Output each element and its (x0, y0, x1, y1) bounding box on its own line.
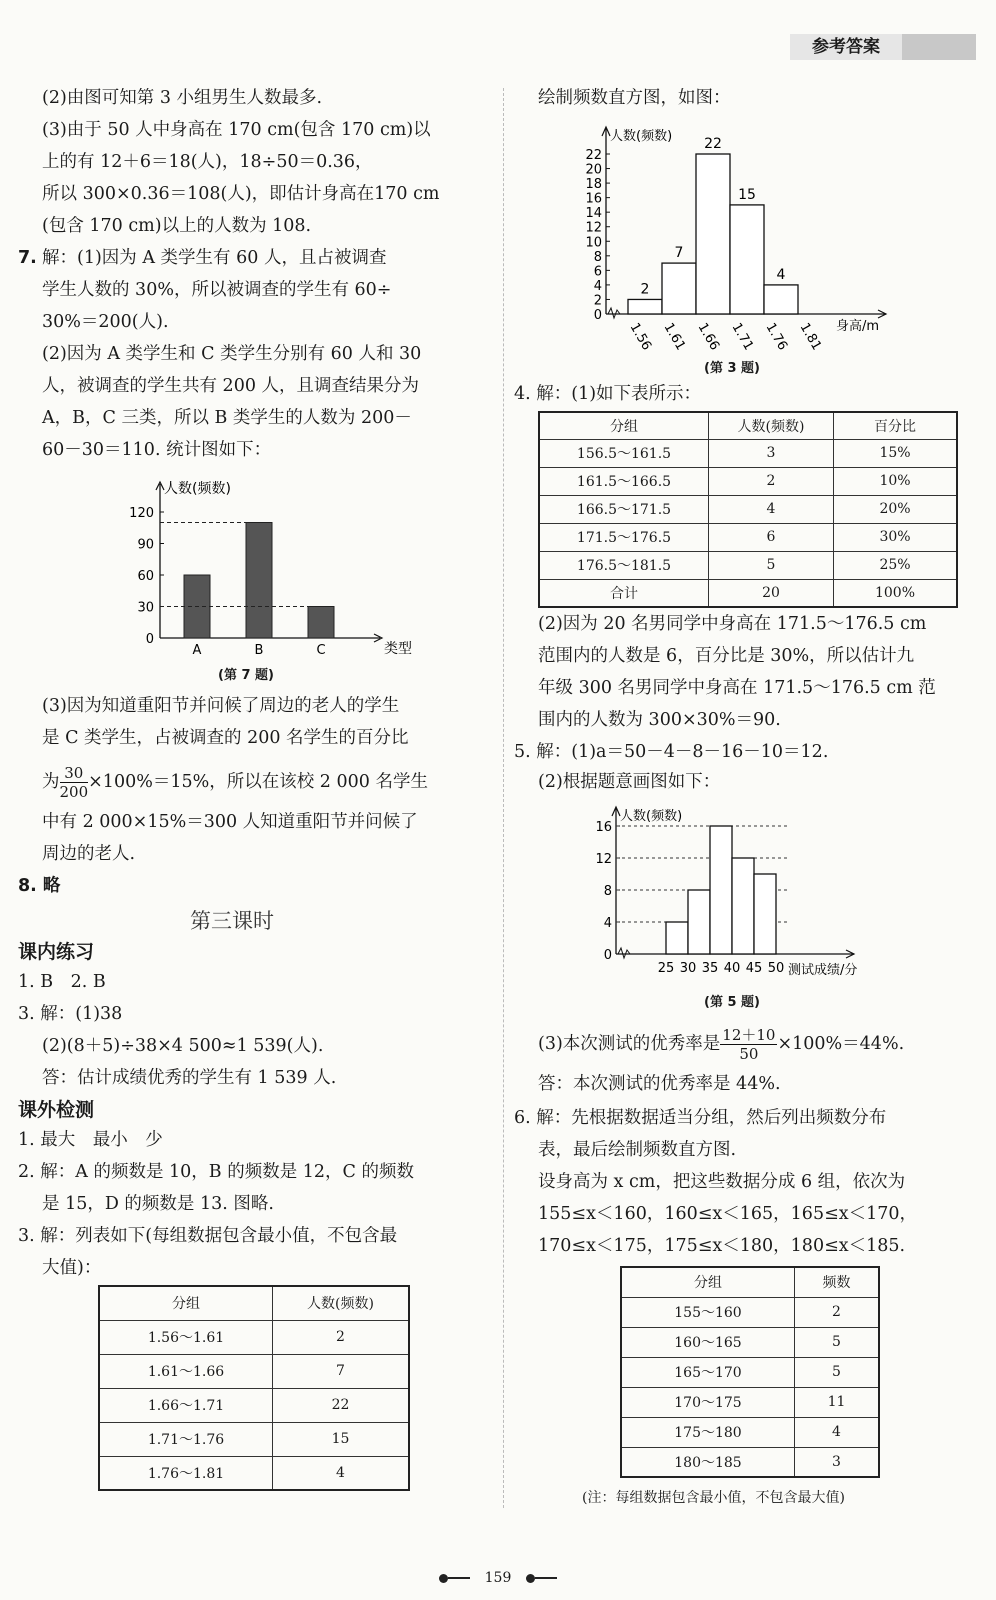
y-tick-label: 10 (585, 235, 602, 251)
y-tick-label: 90 (137, 537, 154, 553)
subsection-heading: 课内练习 (18, 941, 95, 963)
bar (754, 874, 776, 954)
table-cell: 3 (709, 439, 834, 467)
table-cell: 175～180 (621, 1417, 795, 1447)
table-cell: 160～165 (621, 1327, 795, 1357)
text-line: 155≤x＜160，160≤x＜165，165≤x＜170， (538, 1204, 918, 1224)
table-cell: 1.71～1.76 (99, 1422, 273, 1456)
bar (308, 607, 334, 639)
y-tick-label: 12 (585, 220, 602, 236)
x-tick-label: 1.71 (728, 320, 757, 354)
footer-dot-icon (439, 1574, 448, 1583)
axis-break (618, 948, 630, 958)
y-tick-label: 8 (603, 884, 612, 899)
page-footer (0, 1570, 996, 1586)
text-line: 中有 2 000×15%＝300 人知道重阳节并问候了 (42, 812, 418, 832)
text-line: 围内的人数为 300×30%＝90. (538, 710, 781, 730)
text-line: 答：本次测试的优秀率是 44%. (538, 1074, 781, 1094)
y-tick-label: 4 (603, 916, 612, 931)
table-cell: 15% (834, 439, 958, 467)
y-tick-label: 120 (129, 506, 154, 521)
question-8: 8. 略 (18, 876, 61, 896)
bar (732, 858, 754, 954)
header-label: 参考答案 (790, 34, 902, 60)
x-axis-label: 测试成绩/分 (788, 963, 858, 978)
text-fragment: ×100%＝15%，所以在该校 2 000 名学生 (88, 772, 428, 792)
bar (730, 205, 764, 314)
data-label: 15 (738, 186, 756, 203)
table-header: 分组 (621, 1267, 795, 1297)
table-cell: 11 (795, 1387, 880, 1417)
y-tick-label: 60 (137, 569, 154, 584)
text-line: 170≤x＜175，175≤x＜180，180≤x＜185. (538, 1236, 906, 1256)
text-line: 60－30＝110. 统计图如下： (42, 440, 272, 460)
text-line-with-fraction (42, 764, 428, 801)
frequency-table-6 (620, 1266, 880, 1478)
frequency-table-3 (98, 1285, 410, 1491)
fraction (720, 1026, 777, 1063)
text-line: 5. 解：(1)a＝50－4－8－16－10＝12. (514, 742, 829, 762)
table-cell: 2 (273, 1320, 410, 1354)
x-tick-label: 1.61 (660, 320, 689, 354)
table-cell: 25% (834, 551, 958, 579)
y-tick-label: 20 (585, 162, 602, 178)
x-tick-label: 35 (701, 961, 719, 976)
data-label: 4 (776, 266, 786, 283)
table-cell: 7 (273, 1354, 410, 1388)
text-line: 1. B 2. B (18, 972, 106, 992)
y-tick-label: 6 (593, 264, 602, 280)
table-cell: 22 (273, 1388, 410, 1422)
question-number: 7. (18, 248, 37, 268)
text-line: 绘制频数直方图，如图： (538, 88, 731, 108)
section-title: 第三课时 (190, 909, 274, 933)
table-cell: 30% (834, 523, 958, 551)
table-header: 分组 (99, 1286, 273, 1320)
table-cell: 170～175 (621, 1387, 795, 1417)
column-divider (503, 88, 504, 1508)
text-line: 1. 最大 最小 少 (18, 1130, 163, 1150)
y-tick-label: 0 (603, 948, 612, 963)
axis-break (608, 308, 620, 318)
y-tick-label: 8 (593, 249, 602, 265)
text-line: 所以 300×0.36＝108(人)，即估计身高在170 cm (42, 184, 440, 204)
table-cell: 171.5～176.5 (539, 523, 709, 551)
y-tick-label: 12 (595, 852, 612, 867)
bar (696, 154, 730, 314)
table-cell: 10% (834, 467, 958, 495)
text-line: A，B，C 三类，所以 B 类学生的人数为 200－ (42, 408, 412, 428)
text-line-with-fraction (538, 1026, 904, 1063)
table-cell: 1.61～1.66 (99, 1354, 273, 1388)
table-cell: 5 (795, 1357, 880, 1387)
table-cell: 156.5～161.5 (539, 439, 709, 467)
text-line: (2)根据题意画图如下： (538, 772, 721, 792)
footer-dash-icon (448, 1577, 470, 1579)
table-cell: 6 (709, 523, 834, 551)
text-line: (2)因为 A 类学生和 C 类学生分别有 60 人和 30 (42, 344, 422, 364)
text-line: 范围内的人数是 6，百分比是 30%，所以估计九 (538, 646, 915, 666)
table-cell: 1.76～1.81 (99, 1456, 273, 1490)
figure-caption: (第 5 题) (704, 995, 760, 1010)
text-line: (2)由图可知第 3 小组男生人数最多. (42, 88, 323, 108)
fraction-numerator: 30 (60, 764, 89, 783)
table-cell: 176.5～181.5 (539, 551, 709, 579)
table-cell: 2 (709, 467, 834, 495)
fraction-numerator: 12＋10 (722, 1026, 776, 1044)
table-cell: 20 (709, 579, 834, 607)
y-tick-label: 4 (593, 278, 602, 294)
text-line: 周边的老人. (42, 844, 136, 864)
y-axis-label: 人数(频数) (620, 809, 683, 824)
fraction-denominator: 50 (739, 1045, 759, 1063)
table-note: (注：每组数据包含最小值，不包含最大值) (582, 1490, 845, 1506)
y-tick-label: 16 (585, 191, 602, 207)
x-tick-label: 1.81 (796, 320, 825, 354)
table-cell: 3 (795, 1447, 880, 1477)
table-header: 人数(频数) (273, 1286, 410, 1320)
text-line: 4. 解：(1)如下表所示： (514, 384, 702, 404)
text-fragment: 为 (42, 772, 60, 792)
text-line: 答：估计成绩优秀的学生有 1 539 人. (42, 1068, 337, 1088)
bar-chart-fig7 (120, 476, 412, 662)
text-line: 设身高为 x cm，把这些数据分成 6 组，依次为 (538, 1172, 906, 1192)
table-cell: 180～185 (621, 1447, 795, 1477)
page-header (790, 34, 976, 60)
table-cell: 1.66～1.71 (99, 1388, 273, 1422)
table-cell: 4 (709, 495, 834, 523)
text-line: 6. 解：先根据数据适当分组，然后列出频数分布 (514, 1108, 887, 1128)
bar (662, 263, 696, 314)
table-cell: 5 (709, 551, 834, 579)
bar (688, 890, 710, 954)
bar (246, 523, 272, 639)
text-line: 3. 解：列表如下(每组数据包含最小值，不包含最 (18, 1226, 398, 1246)
y-tick-label: 2 (593, 293, 602, 309)
x-tick-label: 30 (679, 961, 697, 976)
x-tick-label: 1.56 (626, 320, 655, 354)
table-cell: 5 (795, 1327, 880, 1357)
table-cell: 15 (273, 1422, 410, 1456)
table-header: 分组 (539, 412, 709, 439)
subsection-heading: 课外检测 (18, 1099, 95, 1121)
text-line: 年级 300 名男同学中身高在 171.5～176.5 cm 范 (538, 678, 936, 698)
table-header: 人数(频数) (709, 412, 834, 439)
x-tick-label: A (192, 643, 202, 658)
table-cell: 4 (795, 1417, 880, 1447)
text-line: 学生人数的 30%，所以被调查的学生有 60÷ (42, 280, 392, 300)
x-tick-label: 40 (723, 961, 741, 976)
text-fragment: (3)本次测试的优秀率是 (538, 1034, 721, 1054)
table-cell: 合计 (539, 579, 709, 607)
x-tick-label: 1.76 (762, 320, 791, 354)
x-tick-label: B (254, 643, 264, 658)
text-line: 是 C 类学生，占被调查的 200 名学生的百分比 (42, 728, 409, 748)
y-tick-label: 0 (145, 632, 154, 647)
text-line: (2)因为 20 名男同学中身高在 171.5～176.5 cm (538, 614, 927, 634)
y-tick-label: 30 (137, 600, 154, 616)
y-tick-label: 0 (593, 308, 602, 323)
text-line: (2)(8＋5)÷38×4 500≈1 539(人). (42, 1036, 324, 1056)
text-line: (3)由于 50 人中身高在 170 cm(包含 170 cm)以 (42, 120, 431, 140)
frequency-table-4 (538, 411, 958, 608)
table-cell: 2 (795, 1297, 880, 1327)
text-line: 人，被调查的学生共有 200 人，且调查结果分为 (42, 376, 420, 396)
bar (666, 922, 688, 954)
x-tick-label: 50 (767, 961, 785, 976)
footer-dot-icon (526, 1574, 535, 1583)
text-line: (3)因为知道重阳节并问候了周边的老人的学生 (42, 696, 400, 716)
table-header: 百分比 (834, 412, 958, 439)
table-cell: 20% (834, 495, 958, 523)
y-tick-label: 18 (585, 177, 602, 193)
figure-caption: (第 7 题) (218, 668, 274, 683)
text-line: 大值)： (42, 1258, 102, 1278)
x-tick-label: C (316, 643, 326, 658)
x-axis-label: 类型 (384, 641, 412, 657)
x-axis-label: 身高/m (836, 319, 880, 334)
y-axis-label: 人数(频数) (164, 481, 231, 497)
text-fragment: ×100%＝44%. (777, 1034, 905, 1054)
x-tick-label: 25 (657, 961, 675, 976)
table-header: 频数 (795, 1267, 880, 1297)
y-axis-label: 人数(频数) (610, 129, 673, 144)
text-line: 是 15，D 的频数是 13. 图略. (42, 1194, 274, 1214)
text-line: 解：(1)因为 A 类学生有 60 人，且占被调查 (42, 248, 387, 268)
page-number: 159 (484, 1570, 512, 1586)
text-line: 表，最后绘制频数直方图. (538, 1140, 737, 1160)
footer-dash-icon (535, 1577, 557, 1579)
y-tick-label: 22 (585, 148, 602, 163)
text-line: 30%＝200(人). (42, 312, 169, 332)
table-cell: 165～170 (621, 1357, 795, 1387)
data-label: 2 (640, 281, 650, 298)
bar (764, 285, 798, 314)
table-cell: 100% (834, 579, 958, 607)
histogram-fig5 (590, 804, 886, 982)
table-cell: 155～160 (621, 1297, 795, 1327)
bar (710, 826, 732, 954)
y-tick-label: 14 (585, 206, 602, 222)
table-cell: 4 (273, 1456, 410, 1490)
text-line: (包含 170 cm)以上的人数为 108. (42, 216, 312, 236)
figure-caption: (第 3 题) (704, 361, 760, 376)
text-line: 3. 解：(1)38 (18, 1004, 123, 1024)
table-cell: 1.56～1.61 (99, 1320, 273, 1354)
text-line: 2. 解：A 的频数是 10，B 的频数是 12，C 的频数 (18, 1162, 414, 1182)
bar (628, 299, 662, 314)
x-tick-label: 45 (745, 961, 763, 976)
table-cell: 166.5～171.5 (539, 495, 709, 523)
data-label: 22 (704, 136, 722, 152)
fraction (60, 764, 89, 801)
y-tick-label: 16 (595, 820, 612, 835)
table-cell: 161.5～166.5 (539, 467, 709, 495)
histogram-fig3 (580, 124, 900, 354)
data-label: 7 (674, 245, 684, 262)
x-tick-label: 1.66 (694, 320, 723, 354)
fraction-denominator: 200 (59, 783, 89, 801)
text-line: 上的有 12＋6＝18(人)，18÷50＝0.36， (42, 152, 373, 172)
